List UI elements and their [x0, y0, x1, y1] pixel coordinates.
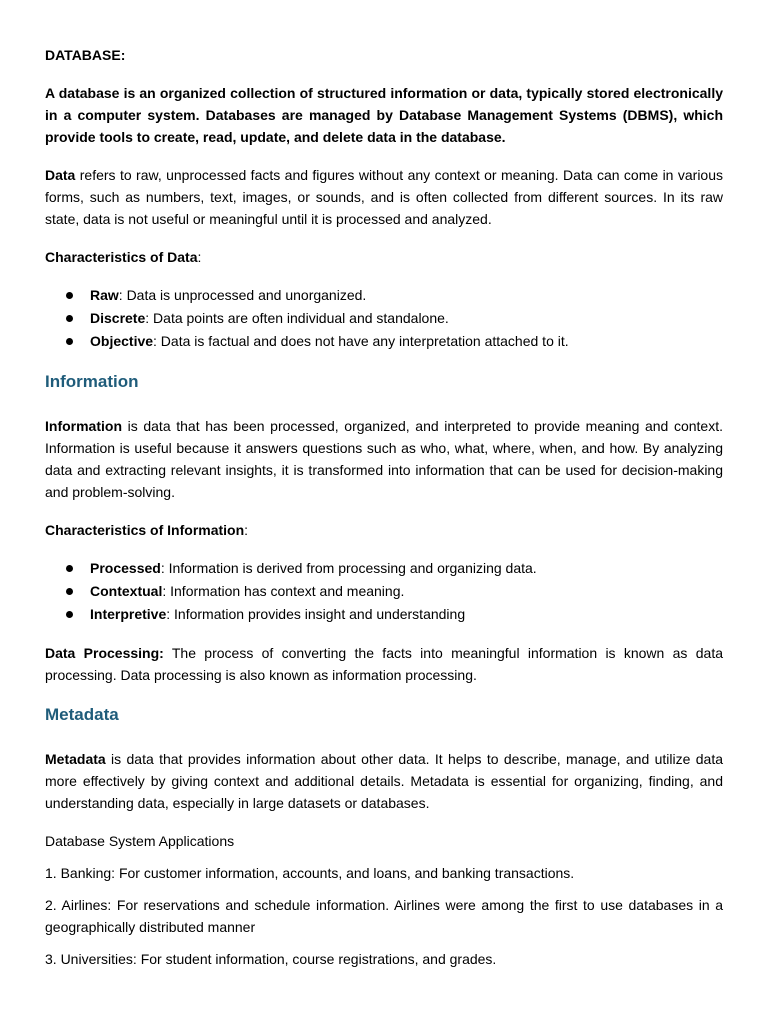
list-item-text: : Data points are often individual and standalone. — [145, 310, 449, 326]
list-item-text: : Information has context and meaning. — [162, 583, 405, 599]
document-title: DATABASE: — [45, 47, 126, 63]
application-item: 3. Universities: For student information, course registrations, and grades. — [45, 951, 497, 967]
applications-heading: Database System Applications — [45, 833, 235, 849]
bullet-icon — [66, 565, 73, 572]
information-text: is data that has been processed, organized, and interpreted to provide meaning and context. Information is useful because it answers questions such as who, what, where, when, and how. By analyzing data and extracting relevant insights, it is transformed into information that can be used for decision-making and problem-solving. — [45, 418, 723, 500]
intro-paragraph: A database is an organized collection of structured information or data, typically stored electronically in a computer system. Databases are managed by Database Management Systems (DBMS), which provide tools to create, read, update, and delete data in the database. — [45, 85, 723, 145]
metadata-heading: Metadata — [45, 705, 119, 724]
data-characteristics-suffix: : — [197, 249, 202, 265]
information-characteristics-suffix: : — [244, 522, 249, 538]
information-characteristics-heading — [45, 519, 723, 541]
metadata-paragraph — [45, 748, 723, 814]
list-item — [45, 284, 723, 307]
data-characteristics-heading — [45, 246, 723, 268]
data-processing-term: Data Processing: — [45, 645, 164, 661]
list-item-term: Processed — [90, 560, 161, 576]
document-page — [45, 44, 723, 980]
list-item — [45, 603, 723, 626]
list-item — [45, 307, 723, 330]
data-paragraph — [45, 164, 723, 230]
list-item — [45, 557, 723, 580]
information-characteristics-label: Characteristics of Information — [45, 522, 245, 538]
data-characteristics-list — [45, 284, 723, 353]
metadata-term: Metadata — [45, 751, 106, 767]
data-processing-paragraph — [45, 642, 723, 686]
bullet-icon — [66, 338, 73, 345]
bullet-icon — [66, 315, 73, 322]
application-item: 2. Airlines: For reservations and schedule information. Airlines were among the first to use databases in a geographically distributed manner — [45, 897, 723, 935]
application-item: 1. Banking: For customer information, accounts, and loans, and banking transactions. — [45, 865, 575, 881]
list-item-text: : Data is factual and does not have any interpretation attached to it. — [153, 333, 569, 349]
data-characteristics-label: Characteristics of Data — [45, 249, 198, 265]
list-item-text: : Data is unprocessed and unorganized. — [118, 287, 367, 303]
list-item-text: : Information is derived from processing and organizing data. — [160, 560, 537, 576]
bullet-icon — [66, 611, 73, 618]
list-item-term: Contextual — [90, 583, 163, 599]
information-term: Information — [45, 418, 122, 434]
bullet-icon — [66, 292, 73, 299]
bullet-icon — [66, 588, 73, 595]
data-term: Data — [45, 167, 76, 183]
metadata-text: is data that provides information about other data. It helps to describe, manage, and utilize data more effectively by giving context and additional details. Metadata is essential for organizing, finding, and understanding data, especially in large datasets or databases. — [45, 751, 723, 811]
information-heading: Information — [45, 372, 139, 391]
data-processing-text: The process of converting the facts into meaningful information is known as data processing. Data processing is also known as information processing. — [45, 645, 723, 683]
information-paragraph — [45, 415, 723, 503]
list-item-term: Interpretive — [90, 606, 167, 622]
data-text: refers to raw, unprocessed facts and figures without any context or meaning. Data can come in various forms, such as numbers, text, images, or sounds, and is often collected from different sources. In its raw state, data is not useful or meaningful until it is processed and analyzed. — [45, 167, 723, 227]
list-item-term: Discrete — [90, 310, 146, 326]
list-item-term: Raw — [90, 287, 119, 303]
information-characteristics-list — [45, 557, 723, 626]
list-item — [45, 580, 723, 603]
list-item-term: Objective — [90, 333, 154, 349]
list-item-text: : Information provides insight and understanding — [166, 606, 466, 622]
list-item — [45, 330, 723, 353]
